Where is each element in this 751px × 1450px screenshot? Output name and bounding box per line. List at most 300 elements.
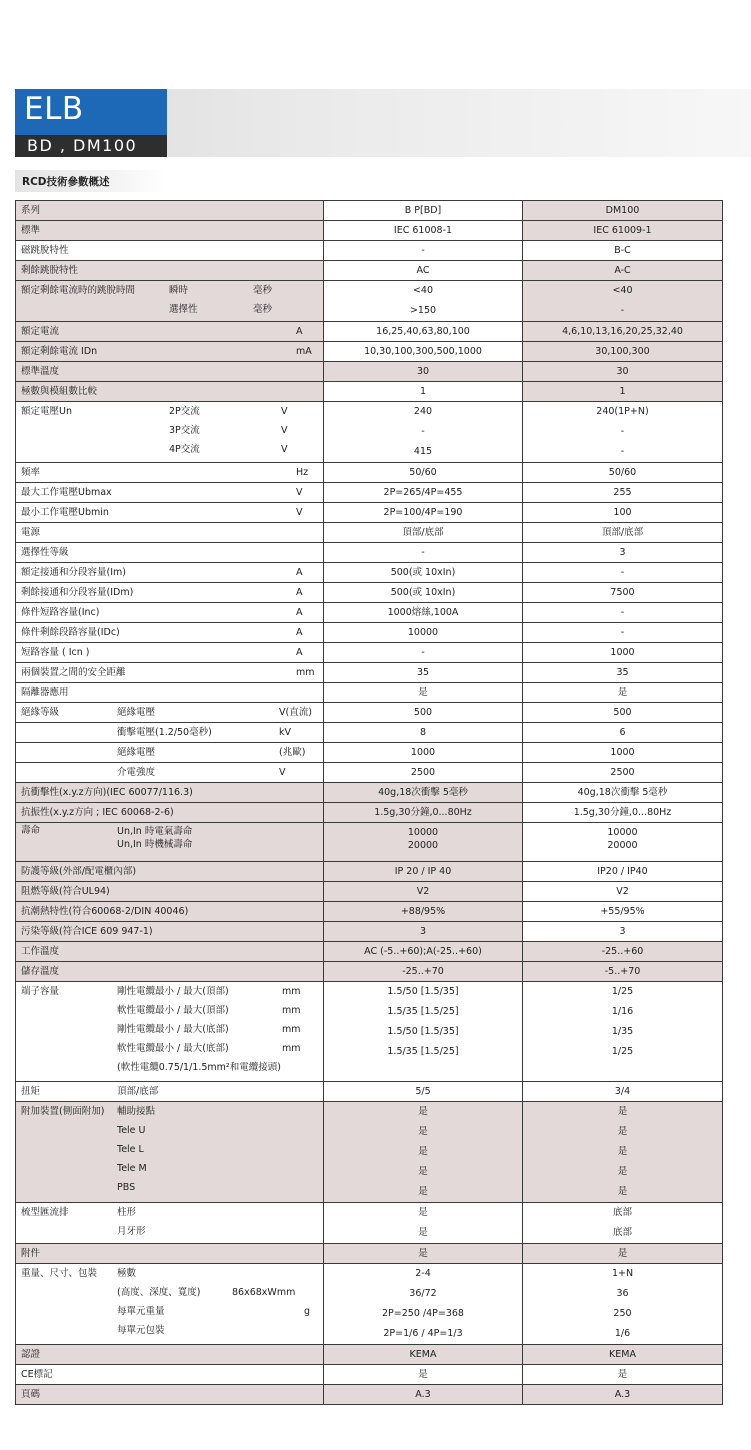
table-cell: 2P=100/4P=190 xyxy=(324,503,523,523)
table-cell: V xyxy=(296,507,303,518)
table-cell: 1/35 xyxy=(611,1026,634,1037)
table-row xyxy=(16,362,723,382)
table-row xyxy=(16,922,723,942)
table-cell xyxy=(16,643,324,663)
table-cell xyxy=(16,322,324,342)
table-cell: 軟性電纜最小 / 最大(頂部) xyxy=(117,1005,229,1016)
table-cell xyxy=(16,1321,114,1340)
table-cell: V xyxy=(281,406,288,417)
table-cell: 隔離器應用 xyxy=(16,683,324,703)
table-row xyxy=(16,663,723,683)
table-cell: 額定電壓Un xyxy=(21,406,72,417)
table-cell xyxy=(16,1302,114,1321)
table-cell: 2P=1/6 / 4P=1/3 xyxy=(383,1328,463,1339)
table-cell: 1000 xyxy=(523,643,723,663)
table-cell: A xyxy=(296,627,303,638)
table-row xyxy=(16,723,723,743)
table-cell: 是 xyxy=(617,1126,628,1137)
table-cell: 附件 xyxy=(16,1244,324,1264)
table-cell: +55/95% xyxy=(523,902,723,922)
table-cell: 1.5g,30分鐘,0...80Hz xyxy=(523,803,723,823)
table-cell: 是 xyxy=(617,1106,628,1117)
table-cell: A-C xyxy=(523,261,723,281)
table-cell: 20000 xyxy=(607,840,638,851)
table-cell: 每單元包裝 xyxy=(117,1325,165,1336)
table-row xyxy=(16,1244,723,1264)
table-cell: 是 xyxy=(324,683,523,703)
table-cell xyxy=(16,723,114,742)
table-cell: 壽命 xyxy=(21,825,41,836)
table-cell: 絕緣電壓 xyxy=(117,747,156,758)
table-cell: 是 xyxy=(418,1207,428,1218)
table-cell: V xyxy=(279,767,286,778)
table-row xyxy=(16,1385,723,1405)
table-cell xyxy=(523,982,723,1082)
table-cell: 40g,18次衝擊 5毫秒 xyxy=(324,783,523,803)
table-cell: IP 20 / IP 40 xyxy=(324,862,523,882)
table-cell: 240 xyxy=(413,406,433,417)
table-cell: 是 xyxy=(418,1146,428,1157)
table-row xyxy=(16,882,723,902)
table-cell: 是 xyxy=(617,1166,628,1177)
table-cell: V xyxy=(296,487,303,498)
table-cell: 1+N xyxy=(611,1268,634,1279)
table-cell: 1/25 xyxy=(611,1046,634,1057)
table-row xyxy=(16,281,723,322)
table-row xyxy=(16,241,723,261)
table-cell: 10000 xyxy=(324,623,523,643)
table-cell xyxy=(16,1264,324,1345)
table-cell xyxy=(16,483,324,503)
table-cell: 4,6,10,13,16,20,25,32,40 xyxy=(523,322,723,342)
table-row xyxy=(16,942,723,962)
table-cell: 1.5/50 [1.5/35] xyxy=(387,1026,459,1037)
table-cell: 35 xyxy=(523,663,723,683)
table-cell xyxy=(16,402,324,463)
table-cell xyxy=(16,300,166,319)
table-cell: Tele U xyxy=(117,1125,146,1136)
table-cell: 20000 xyxy=(407,840,439,851)
table-cell: 污染等級(符合ICE 609 947-1) xyxy=(16,922,324,942)
table-cell: 標準溫度 xyxy=(16,362,324,382)
table-cell: 絕緣電壓 xyxy=(117,707,156,718)
table-cell: 頂部/底部 xyxy=(523,523,723,543)
table-row xyxy=(16,962,723,982)
table-cell: 額定剩餘電流時的跳脫時間 xyxy=(21,285,136,296)
table-row xyxy=(16,902,723,922)
table-cell: 500 xyxy=(324,703,523,723)
table-cell: 介電強度 xyxy=(117,767,156,778)
table-cell: 剩餘接通和分段容量(IDm) xyxy=(21,587,134,598)
table-cell: 抗振性(x.y.z方向 ; IEC 60068-2-6) xyxy=(16,803,324,823)
table-cell: 剛性電纜最小 / 最大(底部) xyxy=(117,1024,229,1035)
table-cell: 50/60 xyxy=(324,463,523,483)
table-cell: 415 xyxy=(413,446,433,457)
table-cell: V xyxy=(281,444,288,455)
table-cell: 1/25 xyxy=(611,986,634,997)
table-cell: 工作溫度 xyxy=(16,942,324,962)
table-cell xyxy=(16,583,324,603)
table-cell: 瞬時 xyxy=(169,285,189,296)
table-cell: 30 xyxy=(523,362,723,382)
table-row xyxy=(16,982,723,1082)
table-cell: 兩個裝置之間的安全距離 xyxy=(21,667,126,678)
table-cell: 是 xyxy=(418,1166,428,1177)
table-row xyxy=(16,382,723,402)
table-row xyxy=(16,463,723,483)
table-cell xyxy=(16,503,324,523)
table-cell xyxy=(16,703,324,723)
table-cell xyxy=(16,763,114,782)
table-cell: >150 xyxy=(409,305,437,316)
table-cell: - xyxy=(421,426,425,437)
table-cell: 10000 xyxy=(607,827,638,838)
table-cell xyxy=(16,838,114,857)
table-cell: 選擇性 xyxy=(169,304,198,315)
table-row xyxy=(16,763,723,783)
table-cell: 是 xyxy=(523,1365,723,1385)
table-cell xyxy=(16,1058,114,1077)
table-cell: 240(1P+N) xyxy=(596,406,649,417)
table-cell: 每單元重量 xyxy=(117,1306,165,1317)
table-row xyxy=(16,483,723,503)
table-cell: g xyxy=(304,1306,311,1317)
table-cell: 頂部/底部 xyxy=(117,1086,159,1097)
table-cell: Un,In 時機械壽命 xyxy=(117,839,193,850)
table-cell: 電源 xyxy=(16,523,324,543)
table-cell: kV xyxy=(279,727,292,738)
table-cell xyxy=(16,1203,324,1244)
table-cell: 1.5g,30分鐘,0...80Hz xyxy=(324,803,523,823)
table-row xyxy=(16,703,723,723)
table-cell xyxy=(16,440,166,459)
table-cell: 月牙形 xyxy=(117,1226,146,1237)
table-cell: Un,In 時電氣壽命 xyxy=(117,826,193,837)
table-cell: 是 xyxy=(617,1146,628,1157)
table-cell: 是 xyxy=(523,683,723,703)
table-cell xyxy=(523,823,723,862)
table-cell xyxy=(16,1020,114,1039)
table-cell: - xyxy=(523,623,723,643)
table-cell: KEMA xyxy=(523,1345,723,1365)
table-cell: 絕緣等級 xyxy=(21,707,60,718)
table-cell: 是 xyxy=(418,1126,428,1137)
table-cell xyxy=(16,982,324,1082)
table-cell: 3/4 xyxy=(523,1082,723,1102)
table-cell: B-C xyxy=(523,241,723,261)
table-cell: 2P交流 xyxy=(169,406,200,417)
table-cell: 衝擊電壓(1.2/50毫秒) xyxy=(117,727,212,738)
table-cell: <40 xyxy=(412,285,434,296)
table-cell: 2500 xyxy=(324,763,523,783)
table-cell: 端子容量 xyxy=(21,986,60,997)
table-cell: 條件短路容量(Inc) xyxy=(21,607,100,618)
table-cell xyxy=(16,1178,114,1197)
table-cell: 頻率 xyxy=(21,467,41,478)
table-row xyxy=(16,643,723,663)
table-cell: mm xyxy=(282,1005,301,1016)
table-cell: IEC 61009-1 xyxy=(523,221,723,241)
table-cell: mm xyxy=(282,1024,301,1035)
table-cell: 16,25,40,63,80,100 xyxy=(324,322,523,342)
table-cell: (軟性電纜0.75/1/1.5mm²和電纜接頭) xyxy=(117,1062,281,1073)
section-title-block xyxy=(15,170,167,192)
table-cell: 頁碼 xyxy=(16,1385,324,1405)
table-row xyxy=(16,603,723,623)
table-cell xyxy=(523,402,723,463)
table-cell: A.3 xyxy=(523,1385,723,1405)
table-cell xyxy=(324,281,523,322)
table-cell: 1 xyxy=(324,382,523,402)
table-cell: 3 xyxy=(523,543,723,563)
table-cell: 1.5/35 [1.5/25] xyxy=(387,1046,459,1057)
table-cell: 30,100,300 xyxy=(523,342,723,362)
table-cell xyxy=(16,823,324,862)
table-cell xyxy=(16,1102,324,1203)
table-row xyxy=(16,583,723,603)
table-cell: 500(或 10xIn) xyxy=(324,583,523,603)
table-row xyxy=(16,683,723,703)
table-cell: 500(或 10xIn) xyxy=(324,563,523,583)
table-cell: 條件剩餘段路容量(IDc) xyxy=(21,627,120,638)
table-cell: 儲存溫度 xyxy=(16,962,324,982)
table-cell xyxy=(324,402,523,463)
page-title: ELB xyxy=(24,91,84,127)
table-cell: 2-4 xyxy=(415,1268,431,1279)
table-cell: 軟性電纜最小 / 最大(底部) xyxy=(117,1043,229,1054)
table-cell: 剛性電纜最小 / 最大(頂部) xyxy=(117,986,229,997)
table-cell: mm xyxy=(282,986,301,997)
table-row xyxy=(16,503,723,523)
table-cell: 頂部/底部 xyxy=(324,523,523,543)
table-cell: 86x68xWmm xyxy=(232,1287,296,1298)
table-cell: IEC 61008-1 xyxy=(324,221,523,241)
header-bd: B P[BD] xyxy=(324,201,523,221)
table-cell: A xyxy=(296,326,303,337)
table-cell: 30 xyxy=(324,362,523,382)
table-cell: 1/6 xyxy=(614,1328,631,1339)
table-cell: 是 xyxy=(324,1365,523,1385)
table-cell: 最小工作電壓Ubmin xyxy=(21,507,109,518)
models-block xyxy=(15,135,167,157)
table-cell: 2P=250 /4P=368 xyxy=(382,1308,464,1319)
table-cell xyxy=(523,1264,723,1345)
table-row xyxy=(16,1102,723,1203)
table-cell: 抗潮熱特性(符合60068-2/DIN 40046) xyxy=(16,902,324,922)
table-cell: 40g,18次衝擊 5毫秒 xyxy=(523,783,723,803)
table-row xyxy=(16,563,723,583)
table-cell: 500 xyxy=(523,703,723,723)
table-cell: (兆歐) xyxy=(279,747,306,758)
table-cell: (高度、深度、寬度) xyxy=(117,1287,201,1298)
table-cell: 6 xyxy=(523,723,723,743)
spec-table xyxy=(15,200,723,1405)
table-cell: 3 xyxy=(324,922,523,942)
table-cell xyxy=(16,1039,114,1058)
table-cell: 磁跳脫特性 xyxy=(16,241,324,261)
table-cell: 1/16 xyxy=(611,1006,634,1017)
table-cell xyxy=(16,421,166,440)
table-cell: 毫秒 xyxy=(253,285,273,296)
table-cell xyxy=(16,723,324,743)
table-cell xyxy=(16,1140,114,1159)
table-cell xyxy=(523,1203,723,1244)
table-cell: A.3 xyxy=(324,1385,523,1405)
table-cell: 10000 xyxy=(407,827,439,838)
table-row xyxy=(16,783,723,803)
table-cell: - xyxy=(620,305,625,316)
table-cell: 1 xyxy=(523,382,723,402)
table-cell: 3 xyxy=(523,922,723,942)
table-cell: 1.5/50 [1.5/35] xyxy=(387,986,459,997)
title-block xyxy=(15,89,167,135)
table-cell xyxy=(16,603,324,623)
table-cell: 梳型匯流排 xyxy=(21,1207,69,1218)
table-cell: 4P交流 xyxy=(169,444,200,455)
table-cell: 極數與模組數比較 xyxy=(16,382,324,402)
table-row xyxy=(16,342,723,362)
table-row xyxy=(16,543,723,563)
table-cell xyxy=(324,1203,523,1244)
table-cell: -25..+70 xyxy=(324,962,523,982)
table-cell: A xyxy=(296,587,303,598)
table-cell: 100 xyxy=(523,503,723,523)
table-cell: 最大工作電壓Ubmax xyxy=(21,487,112,498)
table-cell xyxy=(16,342,324,362)
header-label: 系列 xyxy=(16,201,324,221)
table-cell: V2 xyxy=(523,882,723,902)
table-cell xyxy=(16,281,324,322)
table-cell: 柱形 xyxy=(117,1207,137,1218)
table-cell: - xyxy=(620,446,625,457)
table-cell: mA xyxy=(296,346,312,357)
table-row xyxy=(16,743,723,763)
table-cell: - xyxy=(324,241,523,261)
table-cell: 是 xyxy=(324,1244,523,1264)
table-cell: 10,30,100,300,500,1000 xyxy=(324,342,523,362)
table-cell: 阻燃等級(符合UL94) xyxy=(16,882,324,902)
table-cell: - xyxy=(620,426,625,437)
table-cell: AC xyxy=(324,261,523,281)
table-cell xyxy=(16,563,324,583)
table-cell xyxy=(16,743,114,762)
table-cell: 是 xyxy=(523,1244,723,1264)
table-cell xyxy=(301,1283,323,1302)
table-cell xyxy=(16,763,324,783)
table-cell xyxy=(324,982,523,1082)
header-dm: DM100 xyxy=(523,201,723,221)
table-cell: - xyxy=(324,643,523,663)
table-cell: -25..+60 xyxy=(523,942,723,962)
table-cell xyxy=(16,623,324,643)
table-cell: 36 xyxy=(616,1288,629,1299)
table-cell: 附加裝置(側面附加) xyxy=(21,1106,105,1117)
table-cell: 1000 xyxy=(324,743,523,763)
table-cell: 選擇性等級 xyxy=(16,543,324,563)
table-cell: 是 xyxy=(617,1186,628,1197)
table-cell: KEMA xyxy=(324,1345,523,1365)
table-cell: 8 xyxy=(324,723,523,743)
table-cell: 250 xyxy=(613,1308,632,1319)
table-cell: 剩餘跳脫特性 xyxy=(16,261,324,281)
table-cell: 36/72 xyxy=(409,1288,437,1299)
table-row xyxy=(16,1264,723,1345)
table-cell: A xyxy=(296,567,303,578)
table-cell: - xyxy=(523,603,723,623)
table-cell xyxy=(16,1121,114,1140)
table-cell: 35 xyxy=(324,663,523,683)
table-row xyxy=(16,523,723,543)
table-cell xyxy=(16,1001,114,1020)
table-row xyxy=(16,1203,723,1244)
table-cell: V2 xyxy=(324,882,523,902)
table-row xyxy=(16,1345,723,1365)
table-row xyxy=(16,402,723,463)
table-cell: Hz xyxy=(296,467,309,478)
table-cell: 額定接通和分段容量(Im) xyxy=(21,567,126,578)
table-cell xyxy=(229,1302,301,1321)
table-cell: AC (-5..+60);A(-25..+60) xyxy=(324,942,523,962)
table-row xyxy=(16,803,723,823)
table-cell: 扭矩 xyxy=(21,1086,41,1097)
table-cell: 毫秒 xyxy=(253,304,273,315)
table-cell xyxy=(16,663,324,683)
table-row xyxy=(16,221,723,241)
table-cell: 1000熔絲,100A xyxy=(324,603,523,623)
table-cell: 輔助接點 xyxy=(117,1106,156,1117)
table-cell: mm xyxy=(282,1043,301,1054)
table-cell: 2500 xyxy=(523,763,723,783)
table-cell: V xyxy=(281,425,288,436)
table-cell: 是 xyxy=(418,1106,428,1117)
table-cell: 認證 xyxy=(16,1345,324,1365)
table-cell: Tele M xyxy=(117,1163,147,1174)
table-cell xyxy=(16,463,324,483)
table-row xyxy=(16,1082,723,1102)
table-cell: <40 xyxy=(612,285,633,296)
table-cell xyxy=(16,1283,114,1302)
table-cell xyxy=(523,281,723,322)
table-cell xyxy=(16,1082,324,1102)
table-cell: 額定電流 xyxy=(21,326,60,337)
table-cell: V(直流) xyxy=(279,707,312,718)
table-cell: CE標記 xyxy=(16,1365,324,1385)
table-row xyxy=(16,1365,723,1385)
table-cell: +88/95% xyxy=(324,902,523,922)
table-cell: -5..+70 xyxy=(523,962,723,982)
table-cell: 底部 xyxy=(612,1207,632,1218)
table-header-row xyxy=(16,201,723,221)
table-cell: mm xyxy=(296,667,315,678)
table-cell: 是 xyxy=(418,1227,428,1238)
table-cell: A xyxy=(296,607,303,618)
table-cell: 3P交流 xyxy=(169,425,200,436)
table-cell: 50/60 xyxy=(523,463,723,483)
table-row xyxy=(16,261,723,281)
table-cell: 防護等級(外部/配電櫃內部) xyxy=(16,862,324,882)
table-row xyxy=(16,623,723,643)
table-cell: 標準 xyxy=(16,221,324,241)
table-cell xyxy=(324,823,523,862)
table-cell xyxy=(523,1102,723,1203)
table-cell: - xyxy=(523,563,723,583)
table-cell: 1.5/35 [1.5/25] xyxy=(387,1006,459,1017)
table-cell: IP20 / IP40 xyxy=(523,862,723,882)
table-cell: Tele L xyxy=(117,1144,144,1155)
table-cell: - xyxy=(324,543,523,563)
section-title: RCD技術參數概述 xyxy=(22,176,110,188)
table-row xyxy=(16,823,723,862)
